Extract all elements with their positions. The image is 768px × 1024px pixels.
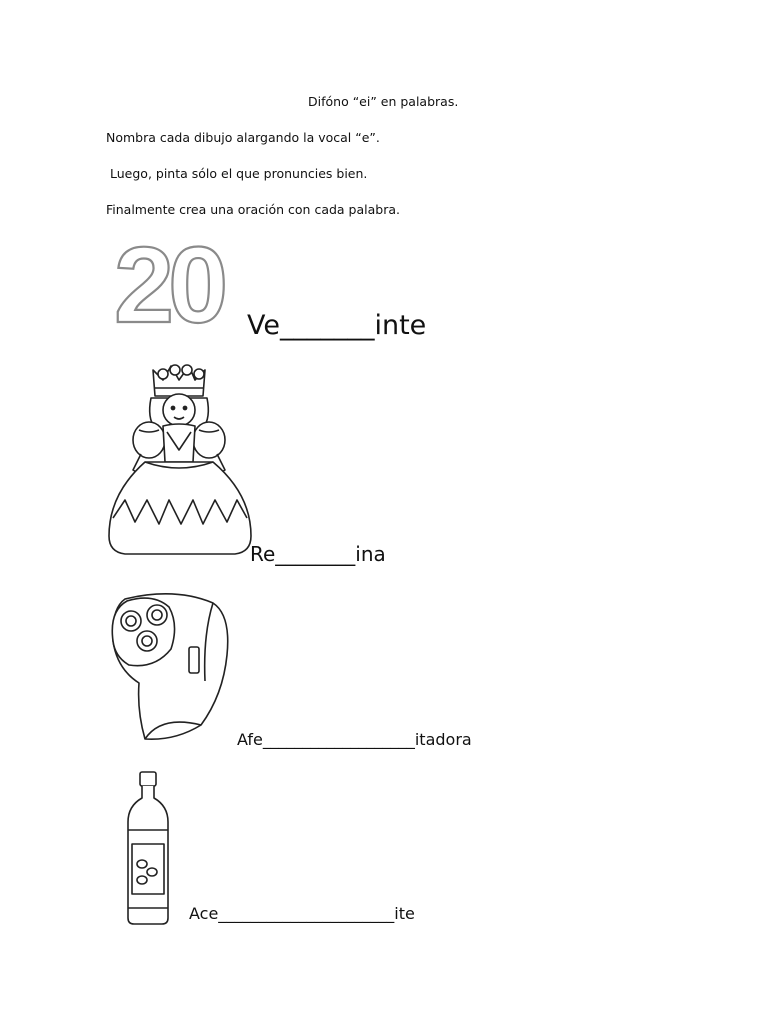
item-word-reina: Re________ina	[250, 542, 386, 566]
bottle-picture	[118, 768, 178, 928]
item-word-veinte: Ve_______inte	[247, 310, 427, 341]
item-word-afeitadora: Afe___________________itadora	[237, 730, 472, 749]
item-word-aceite: Ace______________________ite	[189, 904, 415, 923]
number-20-picture	[112, 224, 242, 345]
instruction-2: Luego, pinta sólo el que pronuncies bien.	[110, 166, 368, 181]
shaver-picture	[105, 585, 235, 745]
number-20-text: 20	[114, 224, 223, 345]
electric-shaver-icon	[105, 585, 235, 745]
oil-bottle-icon	[118, 768, 178, 928]
instruction-1: Nombra cada dibujo alargando la vocal “e”.	[106, 130, 380, 145]
instruction-3: Finalmente crea una oración con cada palabra.	[106, 202, 400, 217]
queen-icon	[105, 358, 255, 558]
worksheet-title: Difóno “ei” en palabras.	[308, 94, 459, 109]
queen-picture	[105, 358, 255, 558]
